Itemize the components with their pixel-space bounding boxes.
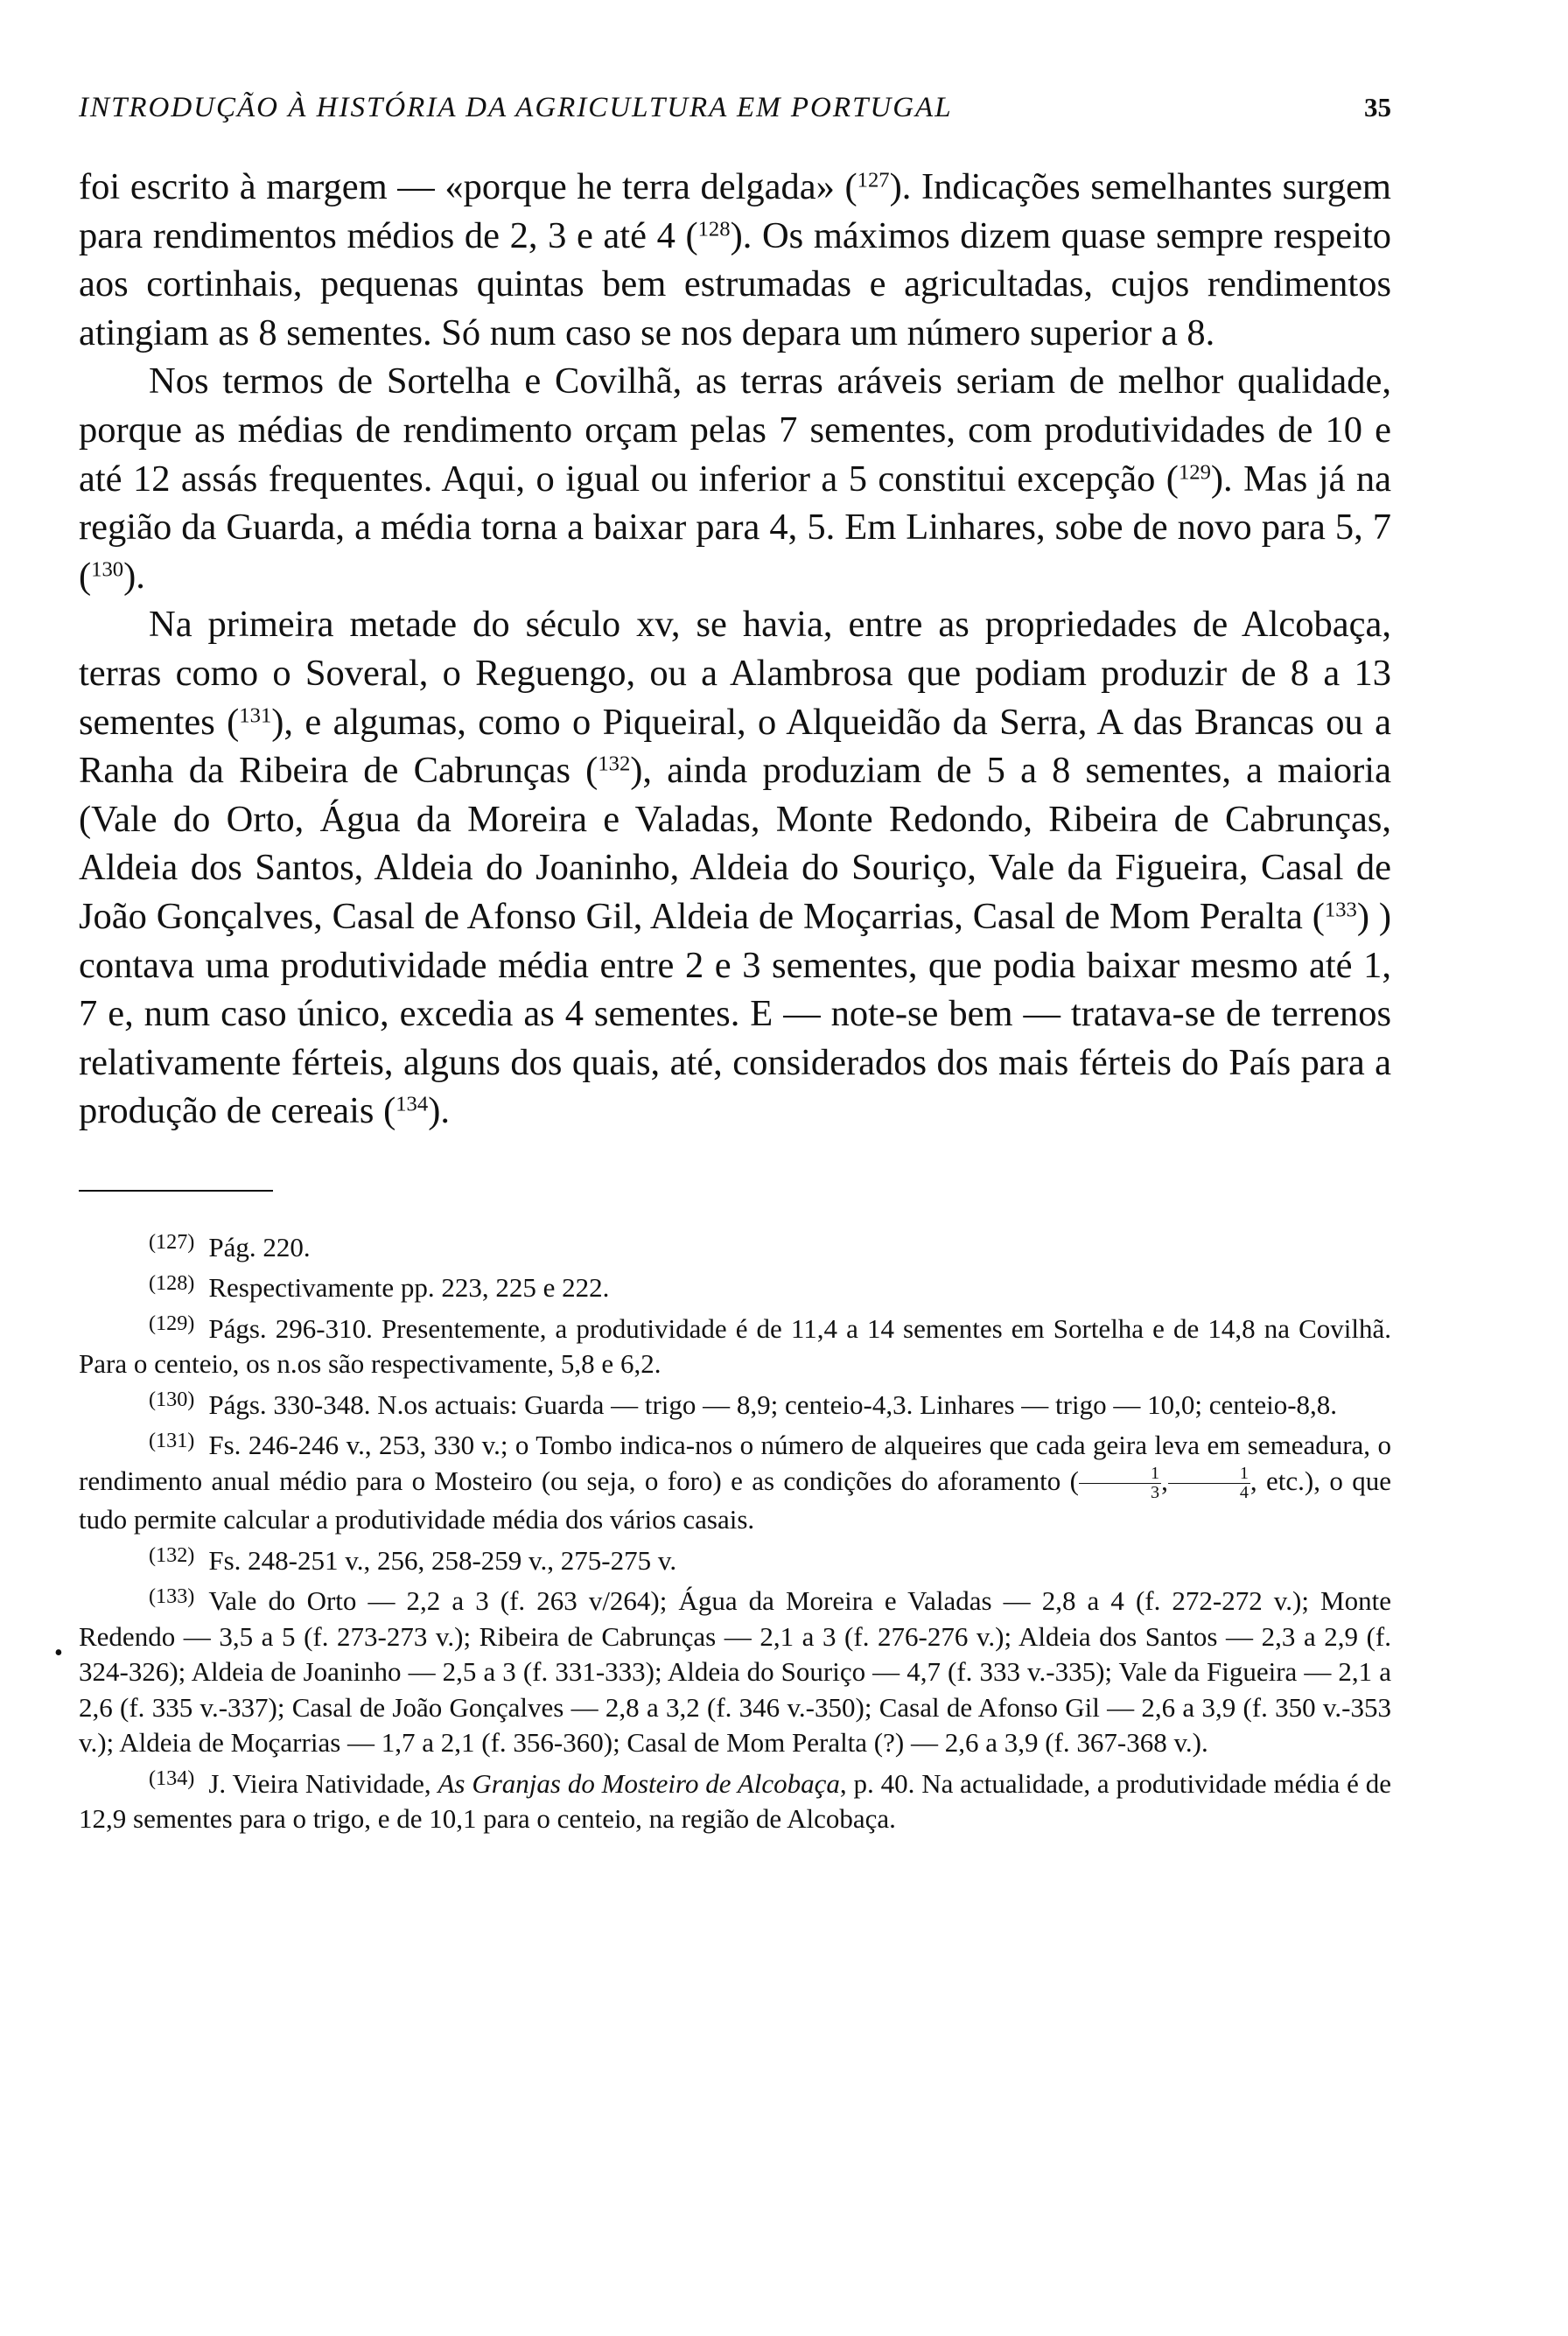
footnote-text: Fs. 248-251 v., 256, 258-259 v., 275-275 v.	[208, 1544, 677, 1576]
footnote-separator	[79, 1190, 273, 1192]
text-run: Na primeira metade do século xv, se havia, entre as propriedades de Alcobaça, terras como o Soveral, o Reguengo, ou a Alambrosa que podiam produzir de 8 a 13 sementes (	[79, 604, 1391, 743]
running-header	[79, 92, 1391, 124]
text-run: ).	[428, 1090, 450, 1132]
footnote-mark: (133)	[149, 1584, 195, 1608]
text-run: ), ainda produziam de 5 a 8 sementes, a maioria (Vale do Orto, Água da Moreira e Valadas, Monte Redondo, Ribeira de Cabrunças, Aldeia dos Santos, Aldeia do Joaninho, Aldeia do Souriço, Vale da Figueira, Casal de João Gonçalves, Casal de Afonso Gil, Aldeia de Moçarrias, Casal de Mom Peralta (	[79, 750, 1391, 937]
text-run: ). Os máximos dizem quase sempre respeito aos cortinhais, pequenas quintas bem estrumadas e agricultadas, cujos rendimentos atingiam as 8 sementes. Só num caso se nos depara um número superior a 8.	[79, 214, 1391, 353]
body-text	[79, 163, 1391, 1136]
footnote-mark: (130)	[149, 1388, 195, 1412]
footnote-mark: (131)	[149, 1428, 195, 1452]
fraction-numerator: 1	[1168, 1465, 1250, 1484]
page	[79, 92, 1391, 1843]
footnote-134	[79, 1766, 1391, 1837]
footnote-text: Págs. 296-310. Presentemente, a produtividade é de 11,4 a 14 sementes em Sortelha e de 14,8 na Covilhã. Para o centeio, os n.os são respectivamente, 5,8 e 6,2.	[79, 1312, 1391, 1380]
text-run: ).	[123, 555, 145, 597]
running-title: INTRODUÇÃO À HISTÓRIA DA AGRICULTURA EM PORTUGAL	[79, 92, 953, 123]
text-run: Nos termos de Sortelha e Covilhã, as terras aráveis seriam de melhor qualidade, porque as médias de rendimento orçam pelas 7 sementes, com produtividades de 10 e até 12 assás frequentes. Aqui, o igual ou inferior a 5 constitui excepção (	[79, 360, 1391, 500]
text-run: ), e algumas, como o Piqueiral, o Alqueidão da Serra, A das Brancas ou a Ranha da Ribeira de Cabrunças (	[79, 701, 1391, 792]
note-ref-134: 134	[396, 1092, 429, 1116]
paragraph-2	[79, 357, 1391, 600]
footnote-mark: (127)	[149, 1230, 195, 1255]
footnote-131: $^{(131)}$ Fs. 246-246 v., 253, 330 v.; o Tombo indica-nos o número de alqueires que cada geira leva em semeadura, o rendimento anual médio para o Mosteiro (ou seja, o foro) e as condições do aforamento ( $\frac{1}{3}$ , $\frac{1}{4}$ , etc.), o que tudo permite calcular a produtividade média dos vários casais.	[79, 1428, 1392, 1535]
paragraph-1	[79, 163, 1391, 357]
text-run: ) ) contava uma produtividade média entre 2 e 3 sementes, que podia baixar mesmo até 1, 7 e, num caso único, excedia as 4 sementes. E — note-se bem — tratava-se de terrenos relativamente férteis, alguns dos quais, até, considerados dos mais férteis do País para a produção de cereais (	[79, 895, 1391, 1132]
footnote-129	[79, 1311, 1391, 1382]
page-number: 35	[1364, 92, 1391, 122]
footnote-text: , p. 40. Na actualidade, a produtividade média é de 12,9 sementes para o trigo, e de 10,1 para o centeio, na região de Alcobaça.	[79, 1767, 1391, 1835]
footnote-text: Respectivamente pp. 223, 225 e 222.	[208, 1272, 610, 1304]
footnote-text: Vale do Orto — 2,2 a 3 (f. 263 v/264); Água da Moreira e Valadas — 2,8 a 4 (f. 272-272 v.); Monte Redendo — 3,5 a 5 (f. 273-273 v.); Ribeira de Cabrunças — 2,1 a 3 (f. 276-276 v.); Aldeia dos Santos — 2,3 a 2,9 (f. 324-326); Aldeia de Joaninho — 2,5 a 3 (f. 331-333); Aldeia do Souriço — 4,7 (f. 333 v.-335); Vale da Figueira — 2,1 a 2,6 (f. 335 v.-337); Casal de João Gonçalves — 2,8 a 3,2 (f. 346 v.-350); Casal de Afonso Gil — 2,6 a 3,9 (f. 350 v.-353 v.); Aldeia de Moçarrias — 1,7 a 2,1 (f. 356-360); Casal de Mom Peralta (?) — 2,6 a 3,9 (f. 367-368 v.).	[79, 1585, 1391, 1759]
footnote-132	[79, 1543, 1391, 1579]
footnote-128	[79, 1270, 1391, 1306]
note-ref-128: 128	[697, 217, 731, 241]
note-ref-132: 132	[598, 752, 631, 776]
fraction-numerator: 1	[1079, 1465, 1161, 1484]
footnote-text: Págs. 330-348. N.os actuais: Guarda — trigo — 8,9; centeio-4,3. Linhares — trigo — 10,0; centeio-8,8.	[208, 1388, 1338, 1420]
footnote-mark: (134)	[149, 1766, 195, 1791]
footnote-text: Pág. 220.	[208, 1231, 311, 1262]
paragraph-3	[79, 600, 1391, 1136]
footnote-133	[79, 1584, 1391, 1761]
note-ref-129: 129	[1178, 460, 1211, 485]
footnote-text: , etc.), o que tudo permite calcular a produtividade média dos vários casais.	[79, 1465, 1392, 1535]
footnote-127	[79, 1230, 1391, 1266]
footnote-mark: (132)	[149, 1543, 195, 1568]
fraction-one-third	[1079, 1465, 1161, 1502]
fraction-denominator: 3	[1151, 1483, 1160, 1503]
note-ref-133: 133	[1324, 898, 1357, 922]
text-run: foi escrito à margem — «porque he terra delgada» (	[79, 166, 858, 207]
book-title: As Granjas do Mosteiro de Alcobaça	[438, 1767, 840, 1799]
footnote-text: Fs. 246-246 v., 253, 330 v.; o Tombo indica-nos o número de alqueires que cada geira leva em semeadura, o rendimento anual médio para o Mosteiro (ou seja, o foro) e as condições do aforamento (	[79, 1430, 1391, 1496]
footnote-text: J. Vieira Natividade,	[208, 1767, 438, 1799]
margin-dot: •	[54, 1640, 63, 1667]
footnote-mark: (129)	[149, 1311, 195, 1336]
note-ref-131: 131	[239, 703, 272, 727]
note-ref-130: 130	[91, 557, 124, 582]
text-run: ). Indicações semelhantes surgem para rendimentos médios de 2, 3 e até 4 (	[79, 166, 1391, 256]
footnote-mark: (128)	[149, 1270, 195, 1295]
note-ref-127: 127	[857, 168, 890, 192]
text-run: ). Mas já na região da Guarda, a média torna a baixar para 4, 5. Em Linhares, sobe de novo para 5, 7 (	[79, 458, 1391, 597]
fraction-denominator: 4	[1239, 1483, 1249, 1503]
footnote-130	[79, 1388, 1391, 1423]
fraction-one-quarter	[1168, 1465, 1250, 1502]
footnotes	[79, 1230, 1391, 1837]
